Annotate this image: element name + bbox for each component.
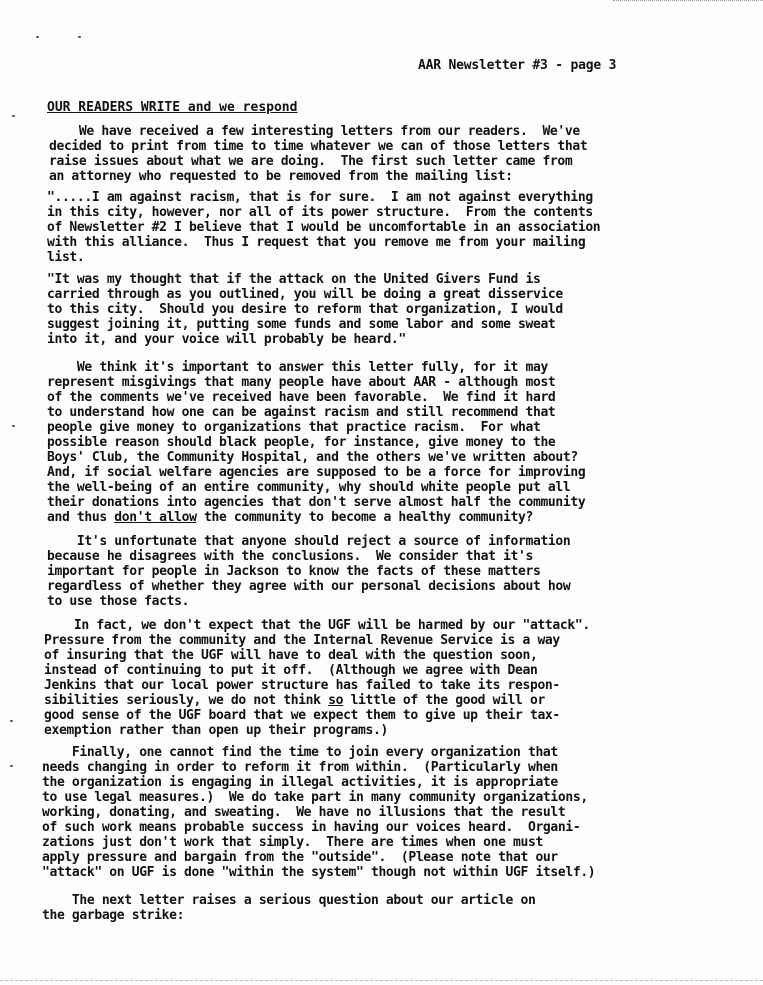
- emphasized-text: don't allow: [114, 510, 197, 525]
- text-line: of insuring that the UGF will have to deal with the question soon,: [44, 648, 538, 663]
- text-line: regardless of whether they agree with our personal decisions about how: [47, 579, 571, 594]
- text-line: people give money to organizations that practice racism. For what: [47, 420, 541, 435]
- text-line: represent misgivings that many people have about AAR - although most: [47, 375, 556, 390]
- text-line: We have received a few interesting letters from our readers. We've: [49, 124, 580, 139]
- text-line: It's unfortunate that anyone should reject a source of information: [47, 534, 571, 549]
- text-line: good sense of the UGF board that we expect them to give up their tax-: [44, 708, 560, 723]
- text-line: an attorney who requested to be removed from the mailing list:: [49, 169, 513, 184]
- stray-mark: [10, 720, 13, 722]
- text-line: sibilities seriously, we do not think so little of the good will or: [44, 693, 545, 708]
- text-line: carried through as you outlined, you will be doing a great disservice: [47, 287, 563, 302]
- text-line: And, if social welfare agencies are supposed to be a force for improving: [47, 465, 586, 480]
- text-line: of such work means probable success in having our voices heard. Organi-: [42, 820, 581, 835]
- text-line: raise issues about what we are doing. The first such letter came from: [49, 154, 573, 169]
- text-line: to this city. Should you desire to reform that organization, I would: [47, 302, 563, 317]
- bottom-edge: [0, 980, 763, 982]
- text-line: Jenkins that our local power structure has failed to take its respon-: [44, 678, 560, 693]
- text-line: list.: [47, 250, 85, 265]
- stray-mark: [78, 36, 81, 38]
- text-line: the organization is engaging in illegal activities, it is appropriate: [42, 775, 558, 790]
- text-line: decided to print from time to time whatever we can of those letters that: [49, 139, 588, 154]
- text-line: possible reason should black people, for instance, give money to the: [47, 435, 556, 450]
- page-header: AAR Newsletter #3 - page 3: [418, 58, 617, 73]
- stray-mark: [12, 425, 15, 427]
- section-title: OUR READERS WRITE and we respond: [47, 100, 298, 115]
- text-line: exemption rather than open up their programs.): [44, 723, 388, 738]
- text-line: with this alliance. Thus I request that you remove me from your mailing: [47, 235, 586, 250]
- stray-mark: [12, 115, 15, 117]
- stray-mark: [36, 36, 39, 38]
- emphasized-text: so: [328, 693, 344, 708]
- text-line: and thus don't allow the community to become a healthy community?: [47, 510, 533, 525]
- text-line: In fact, we don't expect that the UGF will be harmed by our "attack".: [44, 618, 590, 633]
- text-line: to understand how one can be against racism and still recommend that: [47, 405, 556, 420]
- text-line: because he disagrees with the conclusions. We consider that it's: [47, 549, 533, 564]
- text-line: Boys' Club, the Community Hospital, and the others we've written about?: [47, 450, 578, 465]
- text-line: ".....I am against racism, that is for sure. I am not against everything: [47, 190, 593, 205]
- text-line: The next letter raises a serious question about our article on: [42, 893, 536, 908]
- text-line: in this city, however, nor all of its power structure. From the contents: [47, 205, 593, 220]
- text-line: needs changing in order to reform it from within. (Particularly when: [42, 760, 558, 775]
- text-line: important for people in Jackson to know the facts of these matters: [47, 564, 541, 579]
- text-line: instead of continuing to put it off. (Although we agree with Dean: [44, 663, 538, 678]
- text-line: to use legal measures.) We do take part in many community organizations,: [42, 790, 588, 805]
- text-line: working, donating, and sweating. We have no illusions that the result: [42, 805, 566, 820]
- text-line: to use those facts.: [47, 594, 190, 609]
- text-line: zations just don't work that simply. There are times when one must: [42, 835, 543, 850]
- stray-mark: [10, 765, 13, 767]
- text-line: apply pressure and bargain from the "outside". (Please note that our: [42, 850, 558, 865]
- text-line: "attack" on UGF is done "within the system" though not within UGF itself.): [42, 865, 596, 880]
- text-line: suggest joining it, putting some funds and some labor and some sweat: [47, 317, 556, 332]
- text-line: the garbage strike:: [42, 908, 185, 923]
- text-line: Finally, one cannot find the time to join every organization that: [42, 745, 558, 760]
- text-line: We think it's important to answer this letter fully, for it may: [47, 360, 548, 375]
- text-line: into it, and your voice will probably be heard.": [47, 332, 406, 347]
- top-dotted-edge: [613, 0, 763, 3]
- text-line: the well-being of an entire community, why should white people put all: [47, 480, 571, 495]
- text-line: Pressure from the community and the Internal Revenue Service is a way: [44, 633, 560, 648]
- text-line: their donations into agencies that don't serve almost half the community: [47, 495, 586, 510]
- text-line: "It was my thought that if the attack on the United Givers Fund is: [47, 272, 541, 287]
- text-line: of the comments we've received have been favorable. We find it hard: [47, 390, 556, 405]
- text-line: of Newsletter #2 I believe that I would be uncomfortable in an association: [47, 220, 601, 235]
